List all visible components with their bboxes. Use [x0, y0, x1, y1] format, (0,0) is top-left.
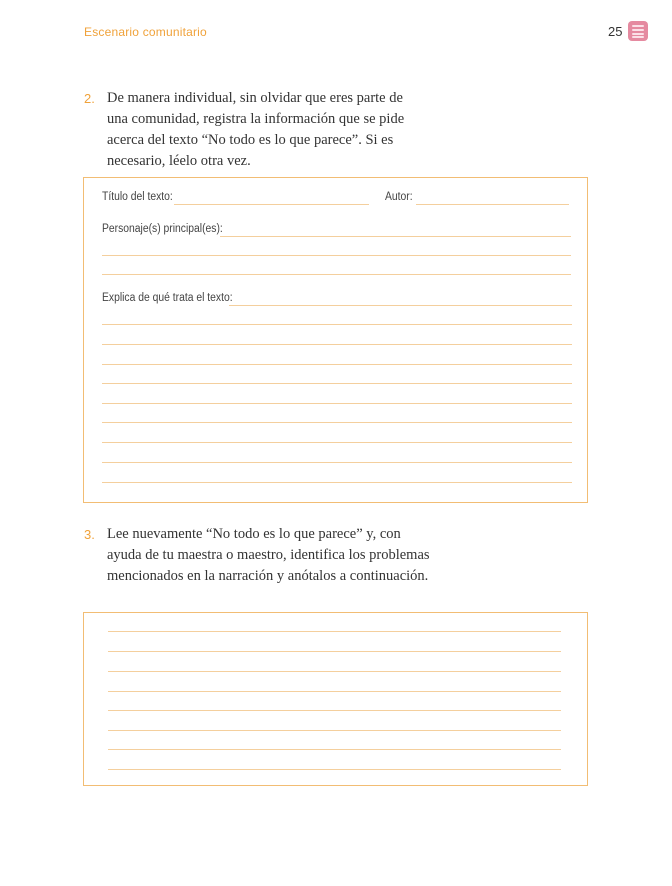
summary-line[interactable]	[102, 403, 572, 404]
summary-line[interactable]	[102, 422, 572, 423]
question-2-line: acerca del texto “No todo es lo que parece”. Si es	[107, 132, 394, 148]
characters-field[interactable]	[220, 236, 571, 237]
summary-line[interactable]	[102, 324, 572, 325]
title-label: Título del texto:	[102, 191, 173, 203]
summary-label: Explica de qué trata el texto:	[102, 292, 233, 304]
summary-line[interactable]	[102, 462, 572, 463]
question-2-text	[107, 88, 477, 172]
answer-line[interactable]	[108, 749, 561, 750]
problems-answer-box	[83, 612, 588, 786]
question-3-number: 3.	[84, 527, 95, 542]
text-info-form	[83, 177, 588, 503]
question-2-number: 2.	[84, 91, 95, 106]
answer-line[interactable]	[108, 631, 561, 632]
title-field[interactable]	[174, 204, 369, 205]
answer-line[interactable]	[108, 769, 561, 770]
section-title: Escenario comunitario	[84, 25, 207, 39]
summary-line[interactable]	[102, 344, 572, 345]
summary-line[interactable]	[102, 482, 572, 483]
answer-line[interactable]	[108, 710, 561, 711]
author-label: Autor:	[385, 191, 413, 203]
summary-line[interactable]	[102, 383, 572, 384]
page-number: 25	[608, 24, 623, 39]
characters-line[interactable]	[102, 274, 571, 275]
characters-label: Personaje(s) principal(es):	[102, 223, 223, 235]
summary-line[interactable]	[102, 364, 572, 365]
question-3-line: mencionados en la narración y anótalos a continuación.	[107, 568, 429, 584]
answer-line[interactable]	[108, 730, 561, 731]
question-2-line: De manera individual, sin olvidar que eres parte de	[107, 90, 403, 106]
answer-line[interactable]	[108, 671, 561, 672]
question-3-line: Lee nuevamente “No todo es lo que parece” y, con	[107, 526, 401, 542]
question-3-line: ayuda de tu maestra o maestro, identifica los problemas	[107, 547, 430, 563]
summary-line[interactable]	[102, 442, 572, 443]
question-3-text	[107, 524, 507, 587]
summary-field[interactable]	[229, 305, 572, 306]
question-2-line: necesario, léelo otra vez.	[107, 153, 251, 169]
question-2-line: una comunidad, registra la información que se pide	[107, 111, 405, 127]
author-field[interactable]	[416, 204, 569, 205]
characters-line[interactable]	[102, 255, 571, 256]
answer-line[interactable]	[108, 651, 561, 652]
answer-line[interactable]	[108, 691, 561, 692]
book-icon	[628, 21, 648, 41]
